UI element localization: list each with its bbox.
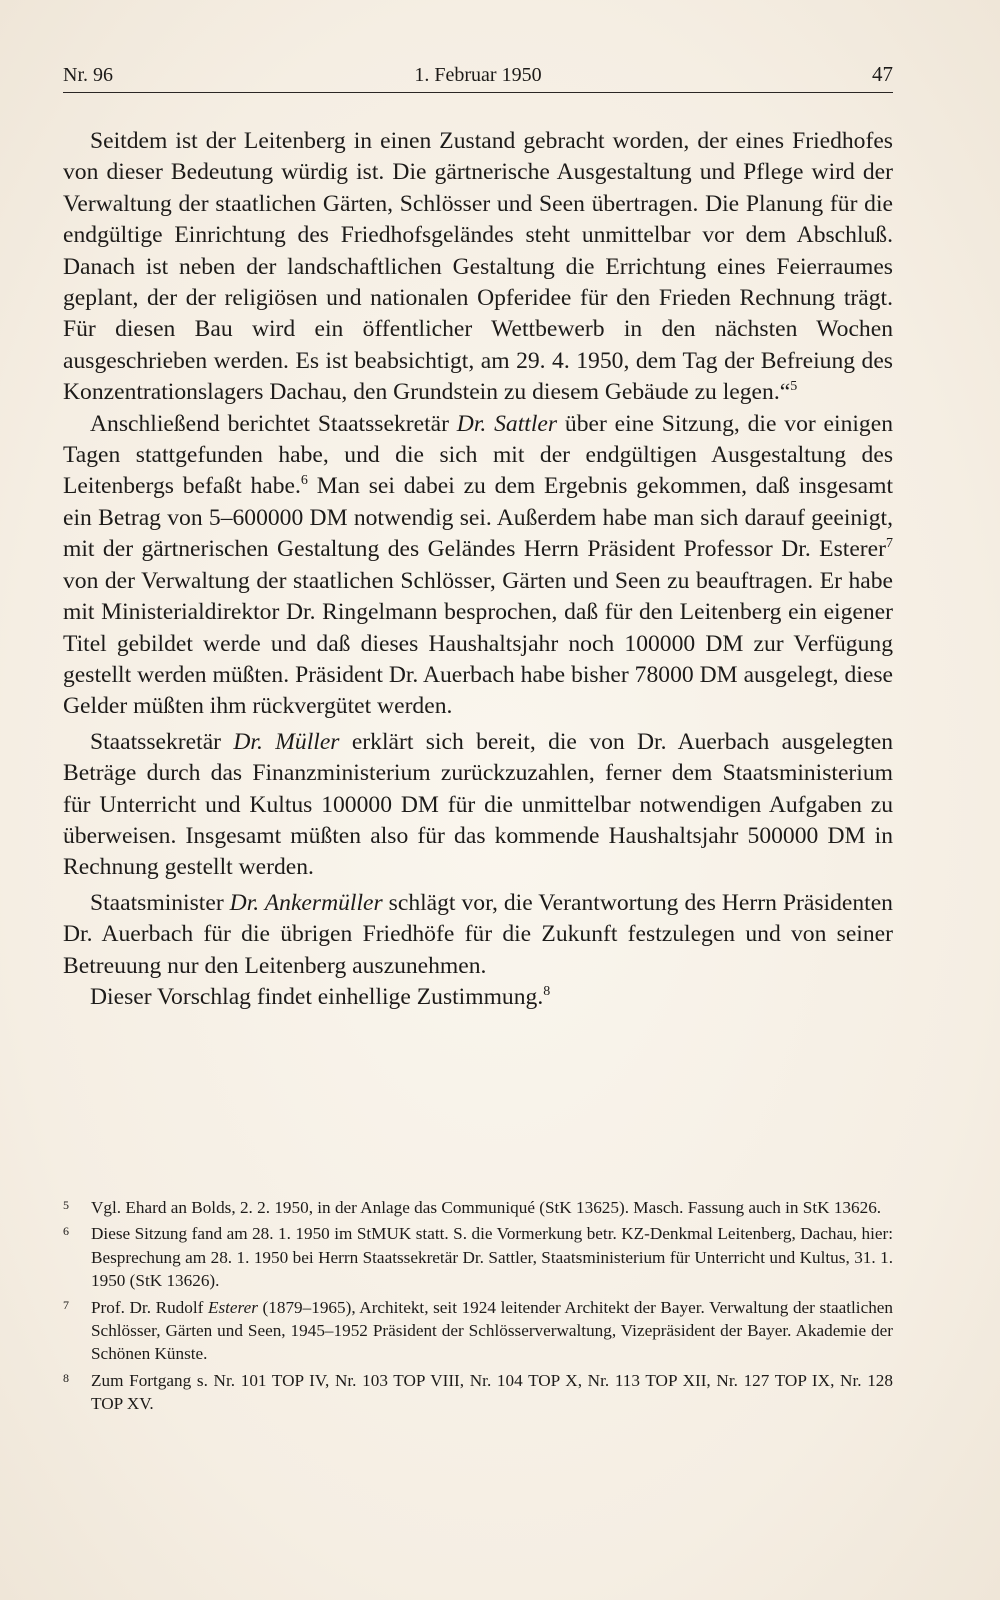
paragraph-text: Seitdem ist der Leitenberg in einen Zustand gebracht worden, der eines Friedhofes von dieser Bedeutung würdig ist. Die gärtnerische Ausgestaltung und Pflege wird der Verwaltung der staatlichen Gärten, Schlösser und Seen übertragen. Die Planung für die endgültige Einrichtung des Friedhofsgeländes steht unmittelbar vor dem Abschluß. Danach ist neben der landschaftlichen Gestaltung die Errichtung eines Feierraumes geplant, der der religiösen und nationalen Opferidee für den Frieden Rechnung trägt. Für diesen Bau wird ein öffentlicher Wettbewerb in den nächsten Wochen ausgeschrieben werden. Es ist beabsichtigt, am 29. 4. 1950, dem Tag der Befreiung des Konzentrationslagers Dachau, den Grundstein zu diesem Gebäude zu legen.“: [63, 128, 893, 406]
paragraph-text: Staatssekretär: [90, 728, 234, 755]
speaker-name: Dr. Müller: [233, 728, 340, 755]
footnote-text: Vgl. Ehard an Bolds, 2. 2. 1950, in der Anlage das Communiqué (StK 13625). Masch. Fassung auch in StK 13626.: [91, 1198, 882, 1217]
footnote-7: [63, 1296, 893, 1366]
footnote-ref-8: 8: [543, 983, 551, 999]
footnote-ref-6: 6: [300, 473, 308, 489]
page-header: [63, 60, 893, 93]
person-name: Esterer: [207, 1297, 258, 1317]
paragraph-mueller: [63, 727, 893, 884]
paragraph-text: über eine Sitzung, die vor einigen Tagen stattgefunden habe, und die sich mit der endgültigen Ausgestaltung des Leitenbergs befaßt habe.: [63, 410, 894, 500]
footnote-number: 5: [63, 1198, 69, 1212]
paragraph-quote-end: [63, 126, 893, 409]
paragraph-text: erklärt sich bereit, die von Dr. Auerbach ausgelegten Beträge durch das Finanzministerium zurückzuzahlen, ferner dem Staatsministerium für Unterricht und Kultus 100000 DM für die unmittelbar notwendigen Aufgaben zu überweisen. Insgesamt müßten also für das kommende Haushaltsjahr 500000 DM in Rechnung gestellt werden.: [63, 728, 893, 881]
paragraph-sattler-report: [63, 409, 893, 723]
footnote-text: Diese Sitzung fand am 28. 1. 1950 im StMUK statt. S. die Vormerkung betr. KZ-Denkmal Leitenberg, Dachau, hier: Besprechung am 28. 1. 1950 bei Herrn Staatssekretär Dr. Sattler, Staatsministerium für Unterricht und Kultus, 31. 1. 1950 (StK 13626).: [91, 1224, 893, 1291]
speaker-name: Dr. Ankermüller: [229, 889, 383, 916]
paragraph-ankermueller: [63, 888, 893, 982]
paragraph-text: von der Verwaltung der staatlichen Schlösser, Gärten und Seen zu beauftragen. Er habe mit Ministerialdirektor Dr. Ringelmann besprochen, daß für den Leitenberg ein eigener Titel gebildet werde und daß dieses Haushaltsjahr noch 100000 DM zur Verfügung gestellt werden müßten. Präsident Dr. Auerbach habe bisher 78000 DM ausgelegt, diese Gelder müßten ihm rückvergütet werden.: [63, 567, 893, 720]
footnote-text: (1879–1965), Architekt, seit 1924 leitender Architekt der Bayer. Verwaltung der staatlichen Schlösser, Gärten und Seen, 1945–1952 Präsident der Schlösserverwaltung, Vizepräsident der Bayer. Akademie der Schönen Künste.: [91, 1297, 894, 1364]
footnote-8: [63, 1369, 893, 1416]
footnote-6: [63, 1222, 893, 1292]
footnote-number: 6: [63, 1224, 69, 1239]
document-number: Nr. 96: [63, 64, 113, 86]
footnote-number: 8: [63, 1370, 69, 1385]
header-date: 1. Februar 1950: [414, 64, 542, 86]
paragraph-text: Anschließend berichtet Staatssekretär: [90, 410, 457, 437]
footnote-text: Prof. Dr. Rudolf: [91, 1297, 208, 1317]
footnotes: [63, 1196, 893, 1419]
footnote-5: [63, 1196, 893, 1219]
paragraph-agreement: [63, 982, 893, 1013]
footnote-number: 7: [63, 1297, 69, 1312]
footnote-text: Zum Fortgang s. Nr. 101 TOP IV, Nr. 103 TOP VIII, Nr. 104 TOP X, Nr. 113 TOP XII, Nr. 127 TOP IX, Nr. 128 TOP XV.: [91, 1370, 893, 1414]
speaker-name: Dr. Sattler: [456, 410, 558, 437]
page-number: 47: [872, 62, 893, 86]
footnote-ref-7: 7: [886, 536, 893, 552]
main-text: [63, 126, 893, 1013]
paragraph-text: Dieser Vorschlag findet einhellige Zustimmung.: [90, 983, 544, 1010]
paragraph-text: Man sei dabei zu dem Ergebnis gekommen, daß insgesamt ein Betrag von 5–600000 DM notwendig sei. Außerdem habe man sich darauf geeinigt, mit der gärtnerischen Gestaltung des Geländes Herrn Präsident Professor Dr. Esterer: [63, 473, 894, 563]
paragraph-text: Staatsminister: [90, 889, 230, 916]
footnote-ref-5: 5: [790, 379, 798, 395]
paragraph-text: schlägt vor, die Verantwortung des Herrn Präsidenten Dr. Auerbach für die übrigen Friedhöfe für die Zukunft festzulegen und von seiner Betreuung nur den Leitenberg auszunehmen.: [63, 889, 893, 979]
